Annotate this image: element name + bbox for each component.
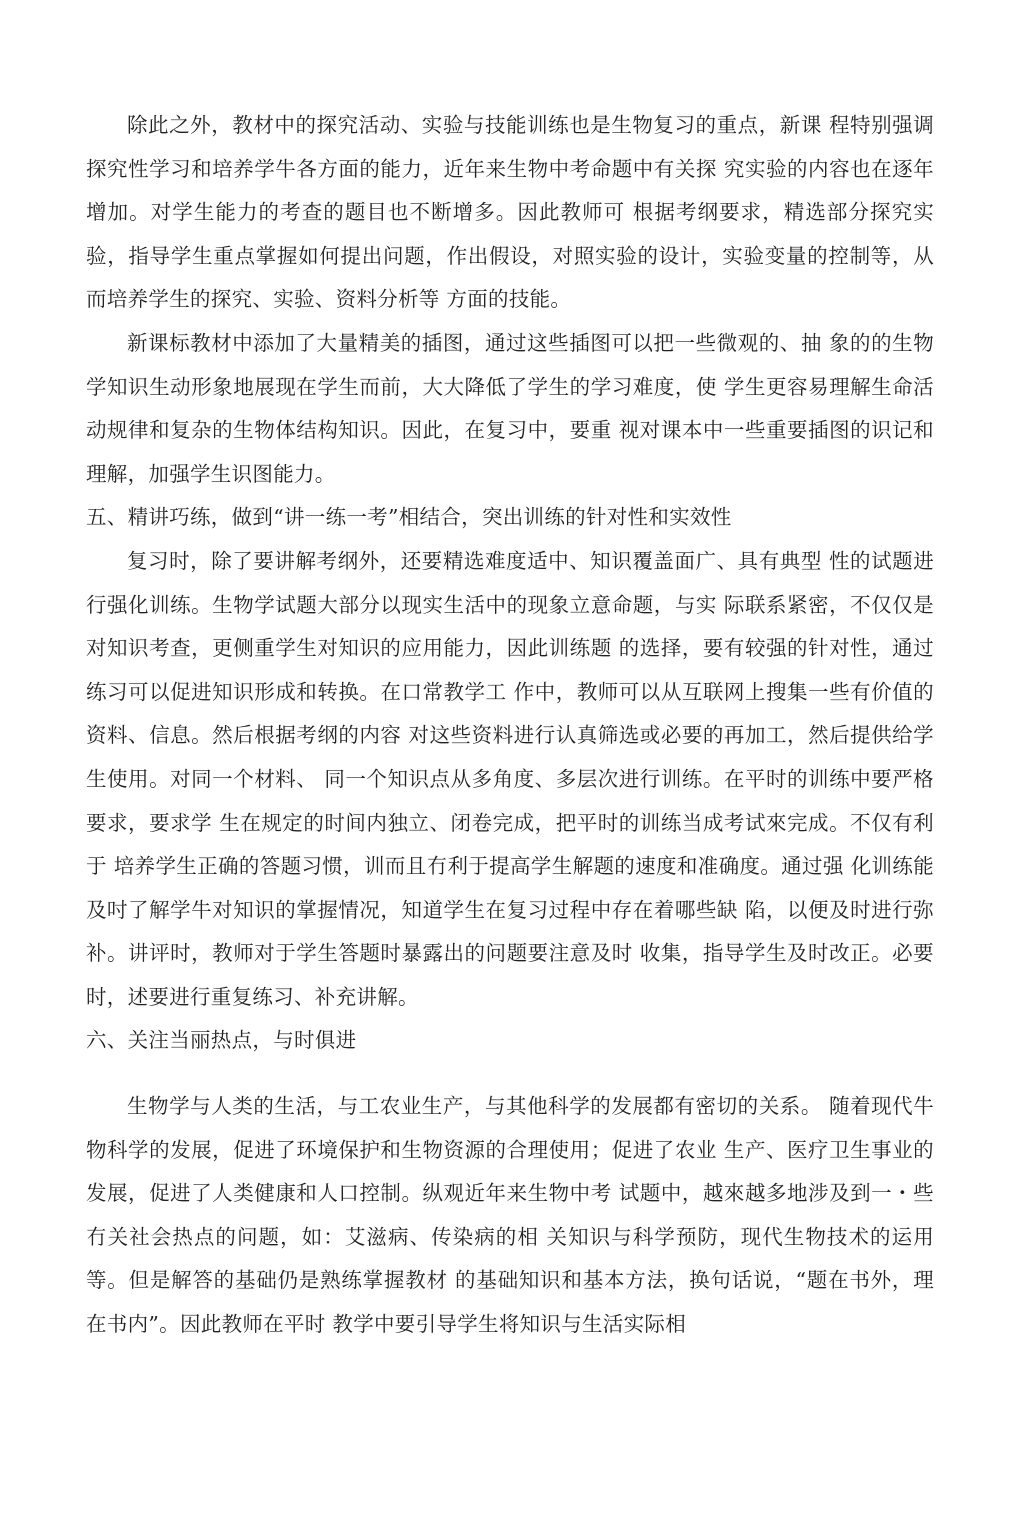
paragraph-hot-topics: 生物学与人类的生活，与工农业生产，与其他科学的发展都有密切的关系。 随着现代牛物科学的发展，促进了环境保护和生物资源的合理使用；促进了农业 生产、医疗卫生事业的发展，促进了人类健康和人口控制。纵观近年来生物中考 试题中，越來越多地涉及到一・些冇关社会热点的问题，如：艾滋病、传染病的相 关知识与科学预防，现代生物技术的运用等。但是解答的基础仍是熟练掌握教材 的基础知识和基本方法，换句话说，“题在书外，理在书内”。因此教师在平时 教学中要引导学生将知识与生活实际相 [86,1094,934,1337]
paragraph-inquiry-experiments: 除此之外，教材中的探究活动、实验与技能训练也是生物复习的重点，新课 程特别强调探究性学习和培养学牛各方面的能力，近年来生物中考命题中有关探 究实验的内容也在逐年增加。对学生能力的考查的题目也不断增多。因此教师可 根据考纲要求，精选部分探究实验，指导学生重点掌握如何提出问题，作出假设，对照实验的设计，实验变量的控制等，从而培养学生的探究、实验、资料分析等 方面的技能。 [86,113,934,312]
paragraph-illustrations: 新课标教材中添加了大量精美的插图，通过这些插图可以把一些微观的、抽 象的的生物学知识生动形象地展现在学生而前，大大降低了学生的学习难度，使 学生更容易理解生命活动规律和复杂的生物体结构知识。因此，在复习中，要重 视对课本中一些重要插图的识记和理解，加强学生识图能力。 [86,330,934,486]
section-heading-5: 五、精讲巧练，做到“讲一练一考”相结合，突出训练的针对性和实效性 [86,505,732,530]
paragraph-practice: 复习时，除了要讲解考纲外，还要精选难度适中、知识覆盖面广、具有典型 性的试题进行强化训练。生物学试题大部分以现实生活中的现象立意命题，与实 际联系紧密，不仅仅是对知识考查，更侧重学生对知识的应用能力，因此训练题 的选择，要有较强的针对性，通过练习可以促进知识形成和转换。在口常教学工 作中，教师可以从互联网上搜集一些有价值的资料、信息。然后根据考纲的内容 对这些资料进行认真筛选或必要的再加工，然后提供给学生使用。对同一个材料、 同一个知识点从多角度、多层次进行训练。在平时的训练中要严格要求，要求学 生在规定的时间内独立、闭卷完成，把平时的训练当成考试來完成。不仅有利于 培养学生正确的答题习惯，训而且冇利于提高学生解题的速度和准确度。通过强 化训练能及吋了解学牛对知识的掌握情况，知道学生在复习过程中存在着哪些缺 陷，以便及时进行弥补。讲评时，教师对于学生答题时暴露出的问题要注意及时 收集，指导学生及时改正。必要时，述要进行重复练习、补充讲解。 [86,548,934,1009]
section-heading-6: 六、关注当丽热点，与时俱进 [86,1028,357,1053]
spacer [86,1063,934,1085]
